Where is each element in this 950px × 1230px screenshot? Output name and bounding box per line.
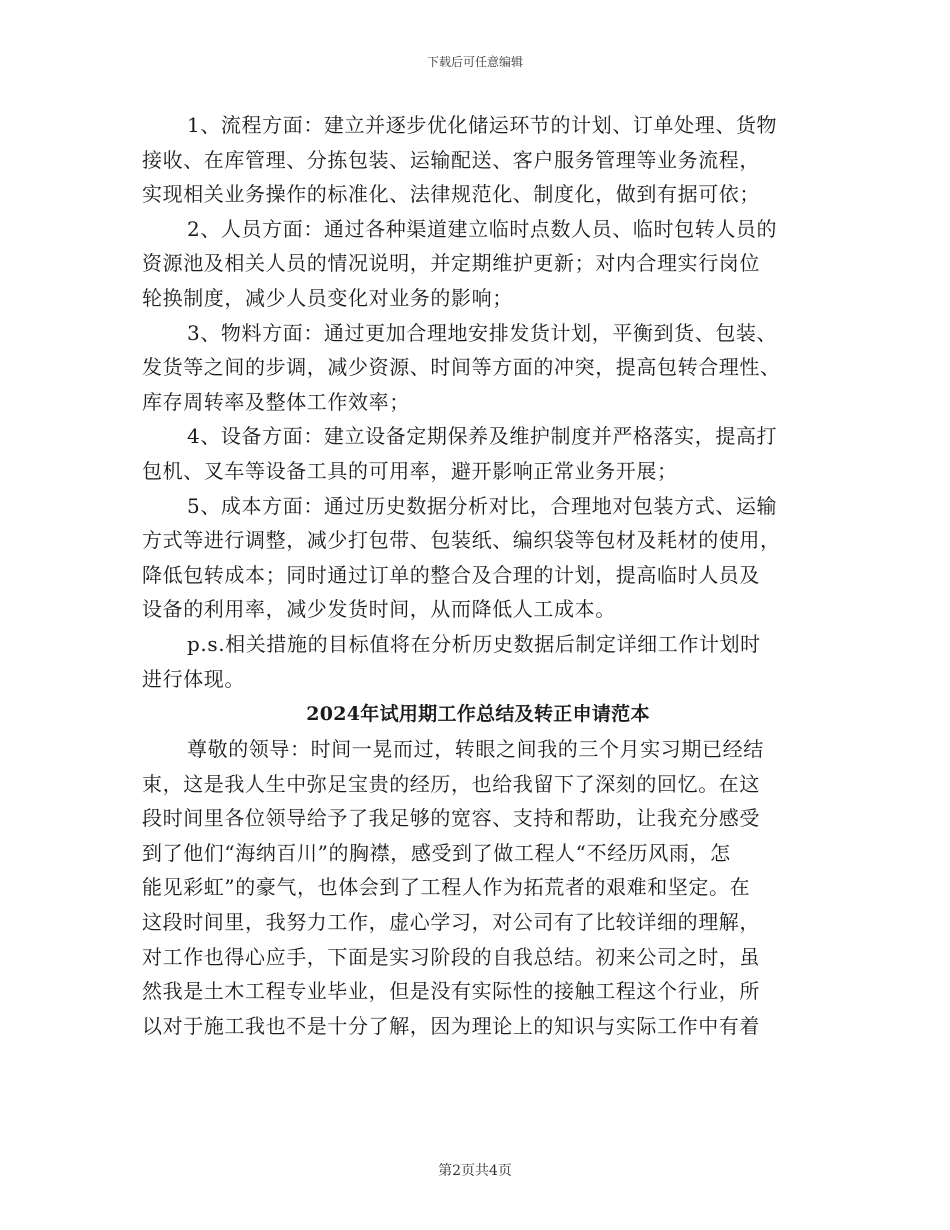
section-title: 2024年试用期工作总结及转正申请范本 <box>306 703 650 726</box>
paragraph-line: 1、流程方面：建立并逐步优化储运环节的计划、订单处理、货物 <box>187 113 778 137</box>
paragraph-line: 到了他们“海纳百川”的胸襟，感受到了做工程人“不经历风雨，怎 <box>142 840 731 865</box>
paragraph-line: 包机、叉车等设备工具的可用率，避开影响正常业务开展； <box>142 458 678 483</box>
document-body <box>142 108 814 1043</box>
paragraph-line: 能见彩虹”的豪气，也体会到了工程人作为拓荒者的艰难和坚定。在 <box>142 875 751 900</box>
paragraph-line: 以对于施工我也不是十分了解，因为理论上的知识与实际工作中有着 <box>142 1013 760 1038</box>
paragraph-line: 3、物料方面：通过更加合理地安排发货计划，平衡到货、包装、 <box>187 320 778 345</box>
paragraph-line: 库存周转率及整体工作效率； <box>142 389 410 414</box>
paragraph-line: 对工作也得心应手，下面是实习阶段的自我总结。初来公司之时，虽 <box>142 944 760 969</box>
paragraph-line: 然我是土木工程专业毕业，但是没有实际性的接触工程这个行业，所 <box>142 979 760 1004</box>
paragraph-line: 段时间里各位领导给予了我足够的宽容、支持和帮助，让我充分感受 <box>142 806 760 831</box>
paragraph-line: 发货等之间的步调，减少资源、时间等方面的冲突，提高包转合理性、 <box>142 355 781 380</box>
paragraph-line: 轮换制度，减少人员变化对业务的影响； <box>142 285 513 310</box>
paragraph-line: 接收、在库管理、分拣包装、运输配送、客户服务管理等业务流程， <box>142 147 760 172</box>
paragraph-line: 束，这是我人生中弥足宝贵的经历，也给我留下了深刻的回忆。在这 <box>142 771 760 796</box>
paragraph-line: 方式等进行调整，减少打包带、包装纸、编织袋等包材及耗材的使用， <box>142 528 781 553</box>
page-header: 下载后可任意编辑 <box>426 55 523 69</box>
paragraph-line: 实现相关业务操作的标准化、法律规范化、制度化，做到有据可依； <box>142 182 760 207</box>
paragraph-line: 尊敬的领导：时间一晃而过，转眼之间我的三个月实习期已经结 <box>187 737 764 762</box>
paragraph-line: 5、成本方面：通过历史数据分析对比，合理地对包装方式、运输 <box>187 493 778 518</box>
page-footer: 第2页共4页 <box>438 1163 512 1179</box>
paragraph-line: 2、人员方面：通过各种渠道建立临时点数人员、临时包转人员的 <box>187 216 778 241</box>
paragraph-line: 降低包转成本；同时通过订单的整合及合理的计划，提高临时人员及 <box>142 562 760 587</box>
paragraph-line: 资源池及相关人员的情况说明，并定期维护更新；对内合理实行岗位 <box>142 251 760 276</box>
paragraph-line: p.s.相关措施的目标值将在分析历史数据后制定详细工作计划时 <box>187 631 761 656</box>
paragraph-line: 进行体现。 <box>142 666 245 691</box>
paragraph-line: 4、设备方面：建立设备定期保养及维护制度并严格落实，提高打 <box>187 424 778 449</box>
paragraph-line: 这段时间里，我努力工作，虚心学习，对公司有了比较详细的理解， <box>142 910 760 935</box>
paragraph-line: 设备的利用率，减少发货时间，从而降低人工成本。 <box>142 597 616 622</box>
